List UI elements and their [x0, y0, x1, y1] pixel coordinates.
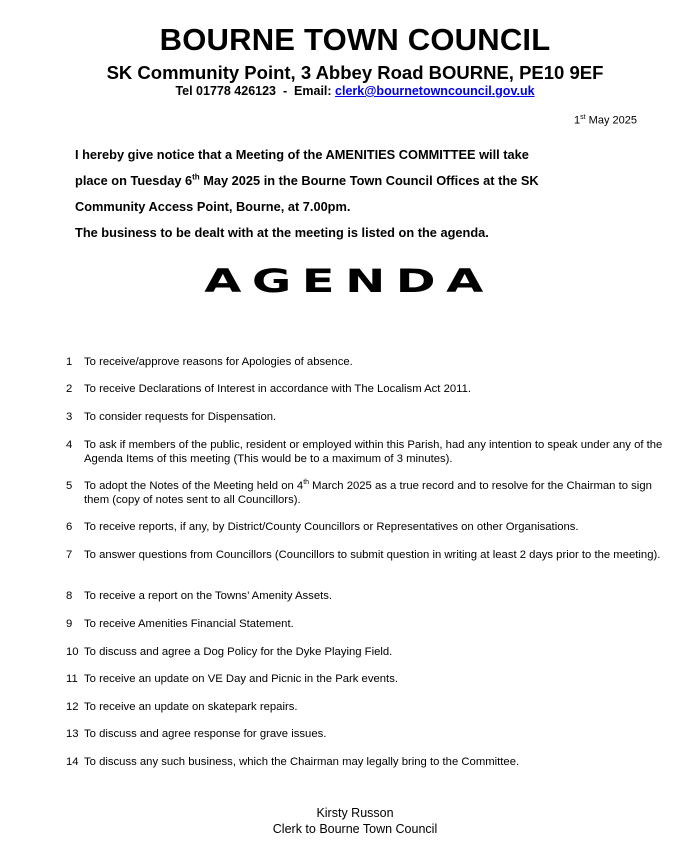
notice-line-3: Community Access Point, Bourne, at 7.00pm.: [75, 199, 351, 214]
agenda-item: 11 To receive an update on VE Day and Picnic in the Park events.: [66, 673, 398, 685]
agenda-item: 12 To receive an update on skatepark repairs.: [66, 701, 298, 713]
notice-line-2: place on Tuesday 6th May 2025 in the Bourne Town Council Offices at the SK: [75, 172, 539, 188]
agenda-item: 1 To receive/approve reasons for Apologies of absence.: [66, 356, 353, 368]
agenda-item: 6 To receive reports, if any, by District/County Councillors or Representatives on other Organisations.: [66, 521, 579, 533]
agenda-item: 8 To receive a report on the Towns’ Amenity Assets.: [66, 590, 333, 602]
agenda-item: 14 To discuss any such business, which the Chairman may legally bring to the Committee.: [66, 756, 520, 768]
notice-date: 1st May 2025: [574, 114, 637, 127]
agenda-item: 5 To adopt the Notes of the Meeting held on 4th March 2025 as a true record and to resolve for the Chairman to sign them (copy of notes sent to all Councillors).: [66, 479, 652, 506]
notice-line-1: I hereby give notice that a Meeting of the AMENITIES COMMITTEE will take: [75, 147, 529, 162]
agenda-item: 2 To receive Declarations of Interest in accordance with The Localism Act 2011.: [66, 383, 472, 395]
agenda-item: 10 To discuss and agree a Dog Policy for the Dyke Playing Field.: [66, 646, 393, 658]
meeting-notice: [75, 142, 635, 246]
email-link[interactable]: clerk@bournetowncouncil.gov.uk: [335, 84, 535, 98]
agenda-heading: AGENDA: [204, 262, 494, 300]
agenda-item: 4 To ask if members of the public, resident or employed within this Parish, had any intention to speak under any of the Agenda Items of this meeting (This would be to a maximum of 3 minutes).: [66, 439, 663, 465]
agenda-item: 13 To discuss and agree response for grave issues.: [66, 728, 327, 740]
agenda-item: 9 To receive Amenities Financial Statement.: [66, 618, 294, 630]
council-title: BOURNE TOWN COUNCIL: [159, 22, 551, 57]
agenda-item: 7 To answer questions from Councillors (Councillors to submit question in writing at least 2 days prior to the meeting).: [66, 549, 661, 561]
notice-line-4: The business to be dealt with at the meeting is listed on the agenda.: [75, 225, 489, 240]
clerk-role: Clerk to Bourne Town Council: [272, 822, 438, 836]
council-address: SK Community Point, 3 Abbey Road BOURNE, PE10 9EF: [106, 62, 604, 83]
agenda-item: 3 To consider requests for Dispensation.: [66, 411, 277, 423]
signature-block: [0, 805, 693, 837]
telephone-label: Tel 01778 426123 - Email:: [175, 84, 336, 98]
contact-line: [0, 84, 693, 98]
clerk-name: Kirsty Russon: [316, 806, 394, 820]
